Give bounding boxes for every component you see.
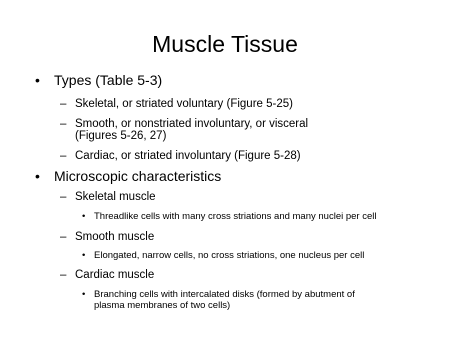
dash-icon: – xyxy=(60,150,67,162)
detail-text: Elongated, narrow cells, no cross striations, one nucleus per cell xyxy=(94,250,365,261)
dash-icon: – xyxy=(60,191,67,203)
sub-item-text: Smooth muscle xyxy=(75,231,155,243)
bullet-text: Microscopic characteristics xyxy=(54,168,222,184)
bullet-icon: • xyxy=(35,168,40,184)
bullet-icon: • xyxy=(82,289,86,300)
bullet-icon: • xyxy=(82,250,86,261)
sub-item-text-line1: Smooth, or nonstriated involuntary, or visceral xyxy=(75,118,309,130)
dash-icon: – xyxy=(60,98,67,110)
sub-item-text: Skeletal muscle xyxy=(75,191,156,203)
dash-icon: – xyxy=(60,269,67,281)
bullet-text: Types (Table 5-3) xyxy=(54,72,163,88)
sub-item-text: Cardiac muscle xyxy=(75,269,155,281)
sub-item-text-line2: (Figures 5-26, 27) xyxy=(75,130,167,142)
dash-icon: – xyxy=(60,231,67,243)
detail-text-line1: Branching cells with intercalated disks (formed by abutment of xyxy=(94,289,355,300)
slide-title: Muscle Tissue xyxy=(152,31,298,57)
sub-item-text: Cardiac, or striated involuntary (Figure 5-28) xyxy=(75,150,301,162)
sub-item-text: Skeletal, or striated voluntary (Figure 5-25) xyxy=(75,98,293,110)
detail-text-line2: plasma membranes of two cells) xyxy=(94,300,231,311)
detail-text: Threadlike cells with many cross striations and many nuclei per cell xyxy=(94,211,377,222)
bullet-icon: • xyxy=(35,72,40,88)
bullet-icon: • xyxy=(82,211,86,222)
dash-icon: – xyxy=(60,118,67,130)
